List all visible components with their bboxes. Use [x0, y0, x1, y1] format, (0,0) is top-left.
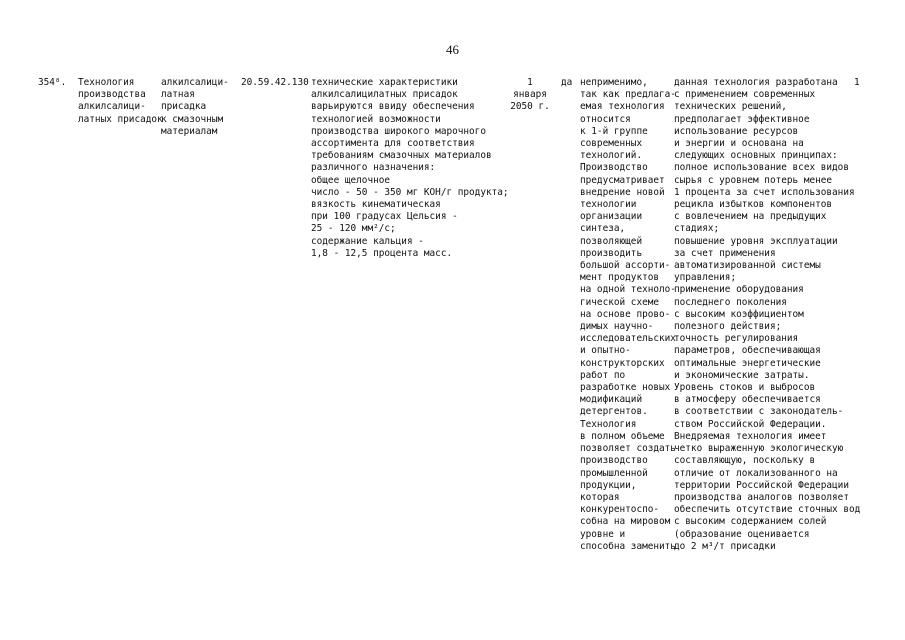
implementation-date: 1 января 2050 г.: [510, 77, 550, 113]
technology-name: Технология производства алкилсалици- латных присадок: [78, 77, 163, 125]
characteristics: технические характеристики алкилсалицилатных присадок варьируются ввиду обеспечения технологией возможности производства широкого марочного ассортимента для соответствия требованиям смазочных материалов различного назначения: общее щелочное число - 50 - 350 мг КОН/г продукта; вязкость кинематическая при 100 градусах Цельсия - 25 - 120 мм²/с; содержание кальция - 1,8 - 12,5 процента масс.: [311, 77, 509, 259]
flag-value: да: [561, 77, 573, 88]
description-text: данная технология разработана с применением современных технических решений, предполагает эффективное использование ресурсов и энергии и основана на следующих основных принципах: полное использование всех видов сырья с уровнем потерь менее 1 процента за счет использования рецикла избытков компонентов с вовлечением на предыдущих стадиях; повышение уровня эксплуатации за счет применения автоматизированной системы управления; применение оборудования последнего поколения с высоким коэффициентом полезного действия; точность регулирования параметров, обеспечивающая оптимальные энергетические и экономические затраты. Уровень стоков и выбросов в атмосферу обеспечивается в соответствии с законодатель- ством Российской Федерации. Внедряемая технология имеет четко выраженную экологическую составляющую, поскольку в отличие от локализованного на территории Российской Федерации производства аналогов позволяет обеспечить отсутствие сточных вод с высоким содержанием солей (образование оценивается до 2 м³/т присадки: [674, 77, 861, 552]
page-number: 46: [446, 42, 459, 57]
application-scope: алкилсалици- латная присадка к смазочным материалам: [161, 77, 229, 137]
note-text: неприменимо, так как предлага- емая технология относится к 1-й группе современных технологий. Производство предусматривает внедрение новой технологии организации синтеза, позволяющей производить большой ассорти- мент продуктов на одной техноло- гической схеме на основе прово- димых научно- исследовательских и опытно- конструкторских работ по разработке новых модификаций детергентов. Технология в полном объеме позволяет создать производство промышленной продукции, которая конкурентоспо- собна на мировом уровне и способна заменить: [580, 77, 676, 552]
okpd-code: 20.59.42.130: [241, 77, 309, 88]
last-column-value: 1: [854, 77, 860, 88]
row-number: 354⁸.: [38, 77, 67, 88]
